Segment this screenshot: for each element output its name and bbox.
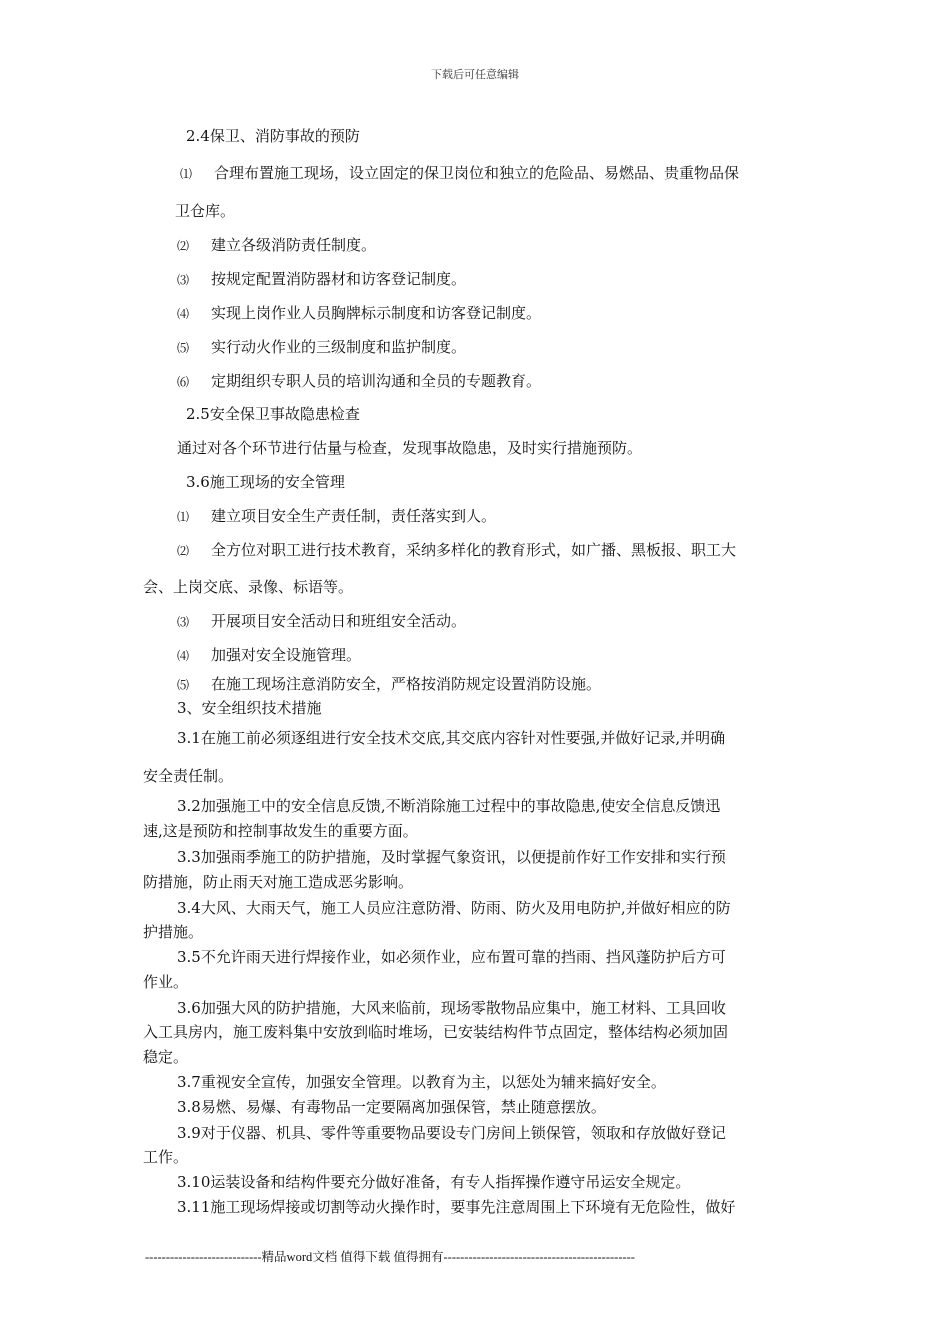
paragraph-continuation: 入工具房内，施工废料集中安放到临时堆场，已安装结构件节点固定，整体结构必须加固 [143, 1023, 729, 1041]
list-item-continuation: 会、上岗交底、录像、标语等。 [143, 578, 354, 596]
list-item [177, 506, 496, 527]
paragraph: 3.10运装设备和结构件要充分做好准备，有专人指挥操作遵守吊运安全规定。 [177, 1173, 691, 1191]
item-text: 建立项目安全生产责任制，责任落实到人。 [211, 507, 497, 525]
paragraph-continuation: 安全责任制。 [143, 767, 234, 785]
item-text: 实行动火作业的三级制度和监护制度。 [211, 338, 467, 356]
paragraph: 3.1在施工前必须逐组进行安全技术交底,其交底内容针对性要强,并做好记录,并明确 [177, 729, 726, 747]
item-text: 合理布置施工现场，设立固定的保卫岗位和独立的危险品、易燃品、贵重物品保 [214, 164, 740, 182]
page-footer: ----------------------------精品word文档 值得下载 值得拥有---------------------------------------------- [145, 1250, 635, 1264]
item-text: 实现上岗作业人员胸牌标示制度和访客登记制度。 [211, 304, 542, 322]
heading-2-4: 2.4保卫、消防事故的预防 [186, 127, 360, 145]
paragraph-continuation: 稳定。 [143, 1048, 189, 1066]
paragraph: 3.3加强雨季施工的防护措施，及时掌握气象资讯，以便提前作好工作安排和实行预 [177, 848, 726, 866]
list-item [177, 645, 361, 666]
item-text: 定期组织专职人员的培训沟通和全员的专题教育。 [211, 372, 542, 390]
list-item [177, 674, 601, 695]
list-item [177, 611, 466, 632]
item-number: ⑸ [177, 341, 190, 355]
list-item [177, 337, 466, 358]
paragraph: 3.6加强大风的防护措施，大风来临前，现场零散物品应集中，施工材料、工具回收 [177, 999, 726, 1017]
item-text: 建立各级消防责任制度。 [211, 236, 377, 254]
list-item [177, 235, 376, 256]
paragraph-continuation: 作业。 [143, 973, 189, 991]
paragraph: 通过对各个环节进行估量与检查，发现事故隐患，及时实行措施预防。 [177, 439, 643, 457]
list-item [177, 371, 541, 392]
paragraph: 3.5不允许雨天进行焊接作业，如必须作业，应布置可靠的挡雨、挡风蓬防护后方可 [177, 948, 726, 966]
paragraph: 3.9对于仪器、机具、零件等重要物品要设专门房间上锁保管，领取和存放做好登记 [177, 1124, 726, 1142]
item-number: ⑸ [177, 678, 190, 692]
page-header: 下载后可任意编辑 [431, 68, 519, 81]
item-number: ⑹ [177, 375, 190, 389]
paragraph-continuation: 速,这是预防和控制事故发生的重要方面。 [143, 822, 418, 840]
item-number: ⑷ [177, 307, 190, 321]
paragraph: 3.4大风、大雨天气，施工人员应注意防滑、防雨、防火及用电防护,并做好相应的防 [177, 899, 731, 917]
item-number: ⑷ [177, 649, 190, 663]
item-number: ⑴ [177, 510, 190, 524]
paragraph-continuation: 防措施，防止雨天对施工造成恶劣影响。 [143, 873, 414, 891]
item-number: ⑶ [177, 273, 190, 287]
list-item [177, 540, 736, 561]
heading-2-5: 2.5安全保卫事故隐患检查 [186, 405, 360, 423]
paragraph: 3.7重视安全宣传，加强安全管理。以教育为主，以惩处为辅来搞好安全。 [177, 1073, 666, 1091]
list-item-continuation: 卫仓库。 [175, 202, 236, 220]
item-text: 在施工现场注意消防安全，严格按消防规定设置消防设施。 [211, 675, 602, 693]
item-number: ⑵ [177, 544, 190, 558]
item-text: 加强对安全设施管理。 [211, 646, 362, 664]
list-item [177, 303, 541, 324]
heading-3: 3、安全组织技术措施 [177, 699, 322, 717]
list-item [180, 163, 739, 184]
paragraph-continuation: 护措施。 [143, 923, 204, 941]
heading-3-6: 3.6施工现场的安全管理 [186, 473, 345, 491]
paragraph: 3.2加强施工中的安全信息反馈,不断消除施工过程中的事故隐患,使安全信息反馈迅 [177, 797, 721, 815]
item-text: 全方位对职工进行技术教育，采纳多样化的教育形式，如广播、黑板报、职工大 [211, 541, 737, 559]
paragraph-continuation: 工作。 [143, 1148, 189, 1166]
item-number: ⑵ [177, 239, 190, 253]
paragraph: 3.8易燃、易爆、有毒物品一定要隔离加强保管，禁止随意摆放。 [177, 1098, 606, 1116]
item-text: 按规定配置消防器材和访客登记制度。 [211, 270, 467, 288]
item-number: ⑴ [180, 167, 193, 181]
item-text: 开展项目安全活动日和班组安全活动。 [211, 612, 467, 630]
item-number: ⑶ [177, 615, 190, 629]
list-item [177, 269, 466, 290]
paragraph: 3.11施工现场焊接或切割等动火操作时，要事先注意周围上下环境有无危险性，做好 [177, 1198, 736, 1216]
